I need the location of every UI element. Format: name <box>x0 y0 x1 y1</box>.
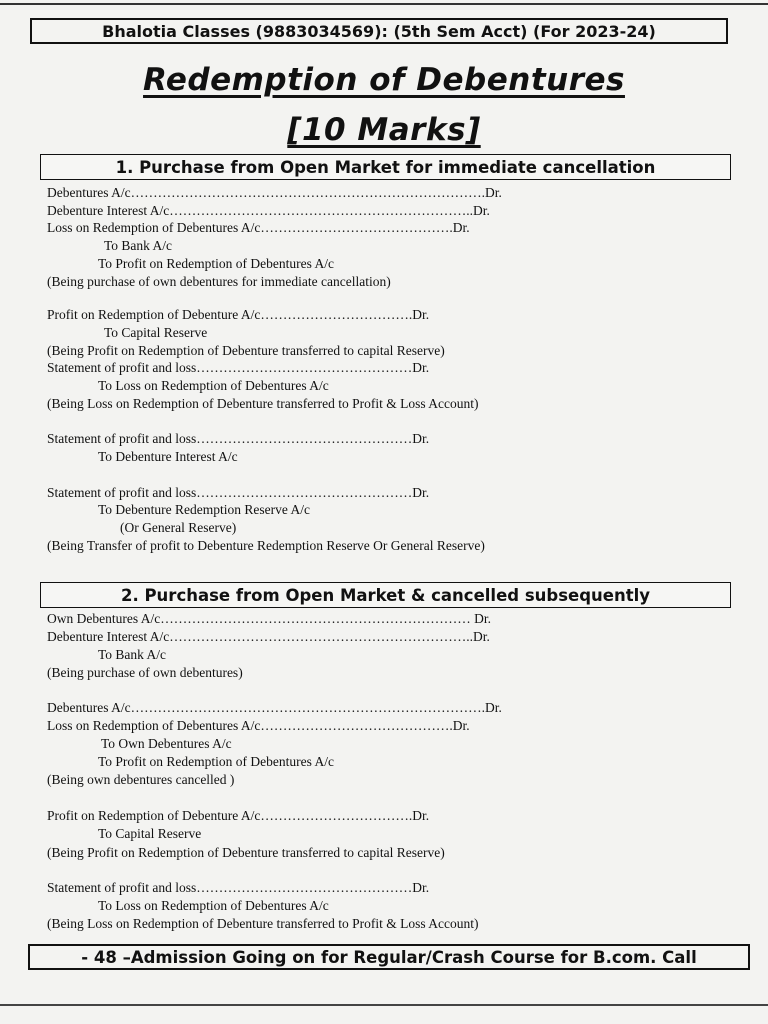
journal-line: (Or General Reserve) <box>120 520 237 535</box>
journal-line: Profit on Redemption of Debenture A/c…………………………….Dr. <box>47 307 430 322</box>
journal-line: To Capital Reserve <box>104 325 208 340</box>
section-2-heading-text: 2. Purchase from Open Market & cancelled subsequently <box>120 585 651 605</box>
narration-line: (Being Profit on Redemption of Debenture transferred to capital Reserve) <box>47 343 445 358</box>
section-2-heading <box>40 582 731 608</box>
narration-line: (Being purchase of own debentures) <box>47 665 243 680</box>
journal-line: To Loss on Redemption of Debentures A/c <box>98 898 329 913</box>
footer-text: - 48 –Admission Going on for Regular/Crash Course for B.com. Call <box>81 947 697 967</box>
journal-line: Debentures A/c…………………………………………………………………….Dr. <box>47 700 502 715</box>
journal-line: Debentures A/c…………………………………………………………………….Dr. <box>47 185 502 200</box>
journal-line: To Capital Reserve <box>98 826 202 841</box>
section-1-heading-text: 1. Purchase from Open Market for immediate cancellation <box>115 157 656 177</box>
journal-line: Profit on Redemption of Debenture A/c…………………………….Dr. <box>47 808 430 823</box>
journal-line: Statement of profit and loss…………………………………………Dr. <box>47 880 430 895</box>
page-title: Redemption of Debentures <box>143 62 625 98</box>
narration-line: (Being Profit on Redemption of Debenture transferred to capital Reserve) <box>47 845 445 860</box>
top-border-rule <box>0 3 768 5</box>
journal-line: To Bank A/c <box>98 647 167 662</box>
narration-line: (Being Transfer of profit to Debenture Redemption Reserve Or General Reserve) <box>47 538 485 553</box>
journal-line: Debenture Interest A/c…………………………………………………………..Dr. <box>47 203 490 218</box>
journal-line: Statement of profit and loss…………………………………………Dr. <box>47 485 430 500</box>
journal-line: Statement of profit and loss…………………………………………Dr. <box>47 431 430 446</box>
journal-line: To Bank A/c <box>104 238 173 253</box>
journal-line: Loss on Redemption of Debentures A/c…………………………………….Dr. <box>47 718 470 733</box>
journal-line: Own Debentures A/c…………………………………………………………… Dr. <box>47 611 491 626</box>
journal-line: To Debenture Interest A/c <box>98 449 238 464</box>
page-subtitle-marks: [10 Marks] <box>287 112 481 148</box>
narration-line: (Being purchase of own debentures for immediate cancellation) <box>47 274 391 289</box>
bottom-border-rule <box>0 1004 768 1006</box>
narration-line: (Being own debentures cancelled ) <box>47 772 235 787</box>
footer-banner <box>28 944 750 970</box>
journal-line: To Profit on Redemption of Debentures A/c <box>98 754 335 769</box>
journal-line: To Profit on Redemption of Debentures A/c <box>98 256 335 271</box>
narration-line: (Being Loss on Redemption of Debenture transferred to Profit & Loss Account) <box>47 916 479 931</box>
header-text: Bhalotia Classes (9883034569): (5th Sem Acct) (For 2023-24) <box>102 21 656 41</box>
narration-line: (Being Loss on Redemption of Debenture transferred to Profit & Loss Account) <box>47 396 479 411</box>
journal-line: Loss on Redemption of Debentures A/c…………………………………….Dr. <box>47 220 470 235</box>
journal-line: Debenture Interest A/c…………………………………………………………..Dr. <box>47 629 490 644</box>
journal-line: To Own Debentures A/c <box>101 736 232 751</box>
journal-line: To Debenture Redemption Reserve A/c <box>98 502 310 517</box>
page-header <box>30 18 728 44</box>
journal-line: To Loss on Redemption of Debentures A/c <box>98 378 329 393</box>
section-1-heading <box>40 154 731 180</box>
journal-line: Statement of profit and loss…………………………………………Dr. <box>47 360 430 375</box>
